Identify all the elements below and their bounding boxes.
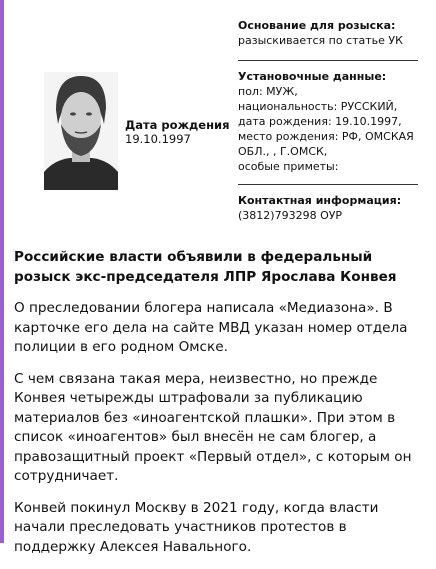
person-photo — [44, 72, 118, 190]
basis-title: Основание для розыска: — [238, 19, 396, 32]
details-line: место рождения: РФ, ОМСКАЯ — [238, 130, 414, 143]
basis-value: разыскивается по статье УК — [238, 34, 403, 47]
contact-title: Контактная информация: — [238, 194, 402, 207]
details-title: Установочные данные: — [238, 70, 387, 83]
birth-date-block — [125, 118, 229, 146]
details-line: ОБЛ., , Г.ОМСК, — [238, 145, 328, 158]
birth-date-label: Дата рождения — [125, 118, 230, 132]
contact-value: (3812)793298 ОУР — [238, 209, 343, 222]
details-line: пол: МУЖ, — [238, 85, 298, 98]
details-line: национальность: РУССКИЙ, — [238, 100, 398, 113]
article-paragraph: С чем связана такая мера, неизвестно, но прежде Конвея четырежды штрафовали за публикацию материалов без «иноагентской плашки». При этом в список «иноагентов» был внесён не сам блогер, а правозащитный проект «Первый отдел», с которым он сотрудничает. — [14, 370, 412, 484]
article-paragraph: О преследовании блогера написала «Медиазона». В карточке его дела на сайте МВД указан номер отдела полиции в его родном Омске. — [14, 300, 408, 355]
details-line: дата рождения: 19.10.1997, — [238, 115, 402, 128]
wanted-card-image[interactable] — [4, 0, 436, 246]
divider — [238, 60, 418, 61]
birth-date-value: 19.10.1997 — [125, 132, 191, 146]
article-paragraph: Конвей покинул Москву в 2021 году, когда власти начали преследовать участников протестов в поддержку Алексея Навального. — [14, 499, 379, 555]
divider — [238, 184, 418, 185]
article-headline: Российские власти объявили в федеральный розыск экс-председателя ЛПР Ярослава Конвея — [14, 249, 397, 285]
message-text — [14, 248, 424, 569]
wanted-details — [238, 18, 422, 223]
details-line: особые приметы: — [238, 160, 339, 173]
